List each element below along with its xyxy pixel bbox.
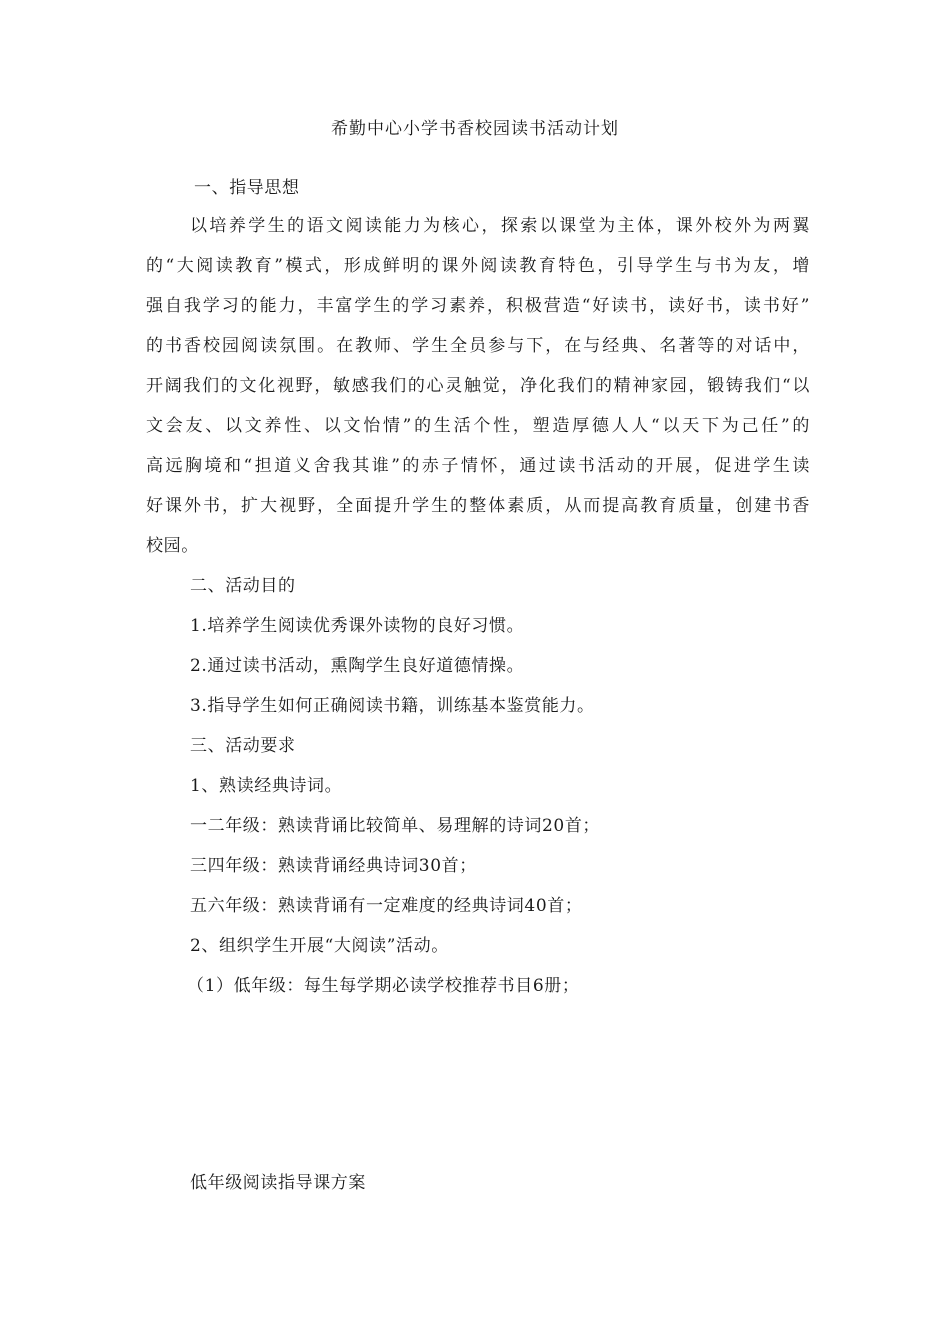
paragraph-line: 校园。 [146, 536, 199, 556]
requirement-item: 2、组织学生开展“大阅读”活动。 [190, 936, 449, 956]
sub-requirement: （1）低年级：每生每学期必读学校推荐书目6册； [187, 976, 580, 996]
objective-item: 3.指导学生如何正确阅读书籍，训练基本鉴赏能力。 [190, 696, 595, 716]
grade-requirement: 一二年级：熟读背诵比较简单、易理解的诗词20首； [190, 816, 601, 836]
paragraph-line: 的“大阅读教育”模式，形成鲜明的课外阅读教育特色，引导学生与书为友，增 [146, 256, 810, 276]
paragraph-line: 开阔我们的文化视野，敏感我们的心灵触觉，净化我们的精神家园，锻铸我们“以 [146, 376, 810, 396]
paragraph-line: 的书香校园阅读氛围。在教师、学生全员参与下，在与经典、名著等的对话中， [146, 336, 810, 356]
objective-item: 2.通过读书活动，熏陶学生良好道德情操。 [190, 656, 525, 676]
grade-requirement: 三四年级：熟读背诵经典诗词30首； [190, 856, 477, 876]
document-title: 希勤中心小学书香校园读书活动计划 [331, 119, 619, 139]
paragraph-line: 强自我学习的能力，丰富学生的学习素养，积极营造“好读书，读好书，读书好” [146, 296, 810, 316]
paragraph-line: 高远胸境和“担道义舍我其谁”的赤子情怀，通过读书活动的开展，促进学生读 [146, 456, 810, 476]
objective-item: 1.培养学生阅读优秀课外读物的良好习惯。 [190, 616, 525, 636]
footer-heading: 低年级阅读指导课方案 [190, 1173, 366, 1193]
section1-heading: 一、指导思想 [194, 178, 300, 198]
section3-heading: 三、活动要求 [190, 736, 296, 756]
grade-requirement: 五六年级：熟读背诵有一定难度的经典诗词40首； [190, 896, 583, 916]
paragraph-line: 好课外书，扩大视野，全面提升学生的整体素质，从而提高教育质量，创建书香 [146, 496, 810, 516]
paragraph-line: 文会友、以文养性、以文怡情”的生活个性，塑造厚德人人“以天下为己任”的 [146, 416, 810, 436]
requirement-item: 1、熟读经典诗词。 [190, 776, 343, 796]
paragraph-line: 以培养学生的语文阅读能力为核心，探索以课堂为主体，课外校外为两翼 [190, 216, 810, 236]
section2-heading: 二、活动目的 [190, 576, 296, 596]
